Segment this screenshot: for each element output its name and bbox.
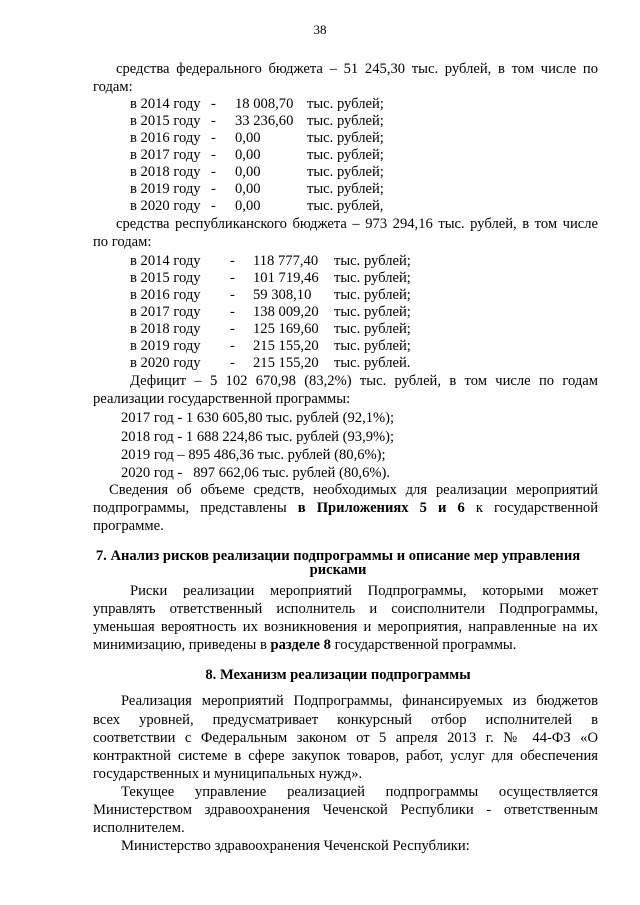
amount-cell: 138 009,20 <box>253 304 319 320</box>
dash-cell: - <box>230 338 235 354</box>
year-cell: в 2017 году <box>130 304 201 320</box>
table-row <box>130 113 430 130</box>
amount-cell: 118 777,40 <box>253 253 319 269</box>
dash-cell: - <box>230 355 235 371</box>
amount-cell: 215 155,20 <box>253 338 319 354</box>
federal-intro-line2: годам: <box>93 79 133 95</box>
amount-cell: 59 308,10 <box>253 287 312 303</box>
deficit-year-2017: 2017 год - 1 630 605,80 тыс. рублей (92,1%); <box>121 410 395 426</box>
section8-p2-line1: Текущее управление реализацией подпрограммы осуществляется <box>121 784 598 800</box>
info-line2-pre: подпрограммы, представлены <box>93 500 287 516</box>
section7-heading <box>78 549 598 577</box>
dash-cell: - <box>230 287 235 303</box>
section8-p2-line3: исполнителем. <box>93 820 185 836</box>
dash-cell: - <box>230 304 235 320</box>
year-cell: в 2019 году <box>130 338 201 354</box>
section7-heading-line2: рисками <box>309 562 367 578</box>
appendix-reference: в Приложениях 5 и 6 <box>297 500 465 516</box>
section8-p1-line4: контрактной системе в сфере закупок товаров, работ, услуг для обеспечения <box>93 748 598 764</box>
section8-p3-line1: Министерство здравоохранения Чеченской Республики: <box>121 838 470 854</box>
info-line2 <box>93 500 598 517</box>
dash-cell: - <box>211 198 216 214</box>
republic-table <box>130 253 430 372</box>
year-cell: в 2020 году <box>130 198 201 214</box>
section8-p1-line1: Реализация мероприятий Подпрограммы, финансируемых из бюджетов <box>121 693 598 709</box>
section7-p-line1: Риски реализации мероприятий Подпрограммы, которыми может <box>130 583 598 599</box>
year-cell: в 2020 году <box>130 355 201 371</box>
table-row <box>130 270 430 287</box>
unit-cell: тыс. рублей; <box>334 304 411 320</box>
year-cell: в 2017 году <box>130 147 201 163</box>
amount-cell: 18 008,70 <box>235 96 294 112</box>
year-cell: в 2015 году <box>130 113 201 129</box>
unit-cell: тыс. рублей; <box>307 96 384 112</box>
unit-cell: тыс. рублей; <box>307 164 384 180</box>
dash-cell: - <box>211 164 216 180</box>
year-cell: в 2016 году <box>130 130 201 146</box>
deficit-line1: Дефицит – 5 102 670,98 (83,2%) тыс. рублей, в том числе по годам <box>130 373 598 389</box>
year-cell: в 2014 году <box>130 253 201 269</box>
unit-cell: тыс. рублей; <box>334 338 411 354</box>
amount-cell: 0,00 <box>235 181 261 197</box>
year-cell: в 2018 году <box>130 164 201 180</box>
section7-p-line4 <box>93 637 516 654</box>
dash-cell: - <box>211 113 216 129</box>
dash-cell: - <box>211 181 216 197</box>
dash-cell: - <box>230 270 235 286</box>
table-row <box>130 130 430 147</box>
section8-reference: разделе 8 <box>270 637 331 653</box>
table-row <box>130 147 430 164</box>
dash-cell: - <box>230 253 235 269</box>
info-line2-post: к государственной <box>475 500 599 516</box>
section8-heading: 8. Механизм реализации подпрограммы <box>205 667 471 683</box>
federal-table <box>130 96 430 215</box>
section7-heading-line1: 7. Анализ рисков реализации подпрограммы и описание мер управления <box>95 548 581 564</box>
dash-cell: - <box>211 130 216 146</box>
table-row <box>130 198 430 215</box>
unit-cell: тыс. рублей; <box>307 113 384 129</box>
amount-cell: 125 169,60 <box>253 321 319 337</box>
amount-cell: 101 719,46 <box>253 270 319 286</box>
section7-p-line2: управлять ответственный исполнитель и соисполнители Подпрограммы, <box>93 601 598 617</box>
page-number: 38 <box>313 22 327 37</box>
republic-intro-line2: по годам: <box>93 234 152 250</box>
year-cell: в 2015 году <box>130 270 201 286</box>
table-row <box>130 253 430 270</box>
table-row <box>130 96 430 113</box>
dash-cell: - <box>211 96 216 112</box>
deficit-year-2019: 2019 год – 895 486,36 тыс. рублей (80,6%); <box>121 447 386 463</box>
federal-intro-line1: средства федерального бюджета – 51 245,30 тыс. рублей, в том числе по <box>116 61 598 77</box>
table-row <box>130 355 430 372</box>
section7-p-line4-pre: минимизацию, приведены в <box>93 637 267 653</box>
section8-p1-line2: всех уровней, предусматривает конкурсный отбор исполнителей в <box>93 712 598 728</box>
info-line1: Сведения об объеме средств, необходимых для реализации мероприятий <box>109 482 598 498</box>
info-line3: программе. <box>93 518 164 534</box>
deficit-line2: реализации государственной программы: <box>93 391 351 407</box>
dash-cell: - <box>230 321 235 337</box>
year-cell: в 2016 году <box>130 287 201 303</box>
unit-cell: тыс. рублей; <box>334 270 411 286</box>
republic-intro-line1: средства республиканского бюджета – 973 294,16 тыс. рублей, в том числе <box>116 216 598 232</box>
amount-cell: 215 155,20 <box>253 355 319 371</box>
dash-cell: - <box>211 147 216 163</box>
unit-cell: тыс. рублей; <box>334 253 411 269</box>
unit-cell: тыс. рублей; <box>307 147 384 163</box>
table-row <box>130 321 430 338</box>
amount-cell: 0,00 <box>235 164 261 180</box>
amount-cell: 33 236,60 <box>235 113 294 129</box>
amount-cell: 0,00 <box>235 130 261 146</box>
table-row <box>130 164 430 181</box>
amount-cell: 0,00 <box>235 147 261 163</box>
year-cell: в 2019 году <box>130 181 201 197</box>
section8-p2-line2: Министерством здравоохранения Чеченской Республики - ответственным <box>93 802 598 818</box>
unit-cell: тыс. рублей; <box>334 321 411 337</box>
table-row <box>130 181 430 198</box>
unit-cell: тыс. рублей; <box>307 130 384 146</box>
deficit-year-2020: 2020 год - 897 662,06 тыс. рублей (80,6%). <box>121 465 391 481</box>
deficit-year-2018: 2018 год - 1 688 224,86 тыс. рублей (93,9%); <box>121 429 395 445</box>
unit-cell: тыс. рублей; <box>334 287 411 303</box>
section7-p-line3: уменьшая вероятность их возникновения и мероприятия, направленные на их <box>93 619 598 635</box>
section8-p1-line5: государственных и муниципальных нужд». <box>93 766 363 782</box>
year-cell: в 2018 году <box>130 321 201 337</box>
amount-cell: 0,00 <box>235 198 261 214</box>
table-row <box>130 338 430 355</box>
unit-cell: тыс. рублей, <box>307 198 384 214</box>
section8-p1-line3: соответствии с Федеральным законом от 5 апреля 2013 г. № 44-ФЗ «О <box>93 730 598 746</box>
unit-cell: тыс. рублей. <box>334 355 411 371</box>
year-cell: в 2014 году <box>130 96 201 112</box>
table-row <box>130 304 430 321</box>
table-row <box>130 287 430 304</box>
unit-cell: тыс. рублей; <box>307 181 384 197</box>
section7-p-line4-post: государственной программы. <box>334 637 517 653</box>
